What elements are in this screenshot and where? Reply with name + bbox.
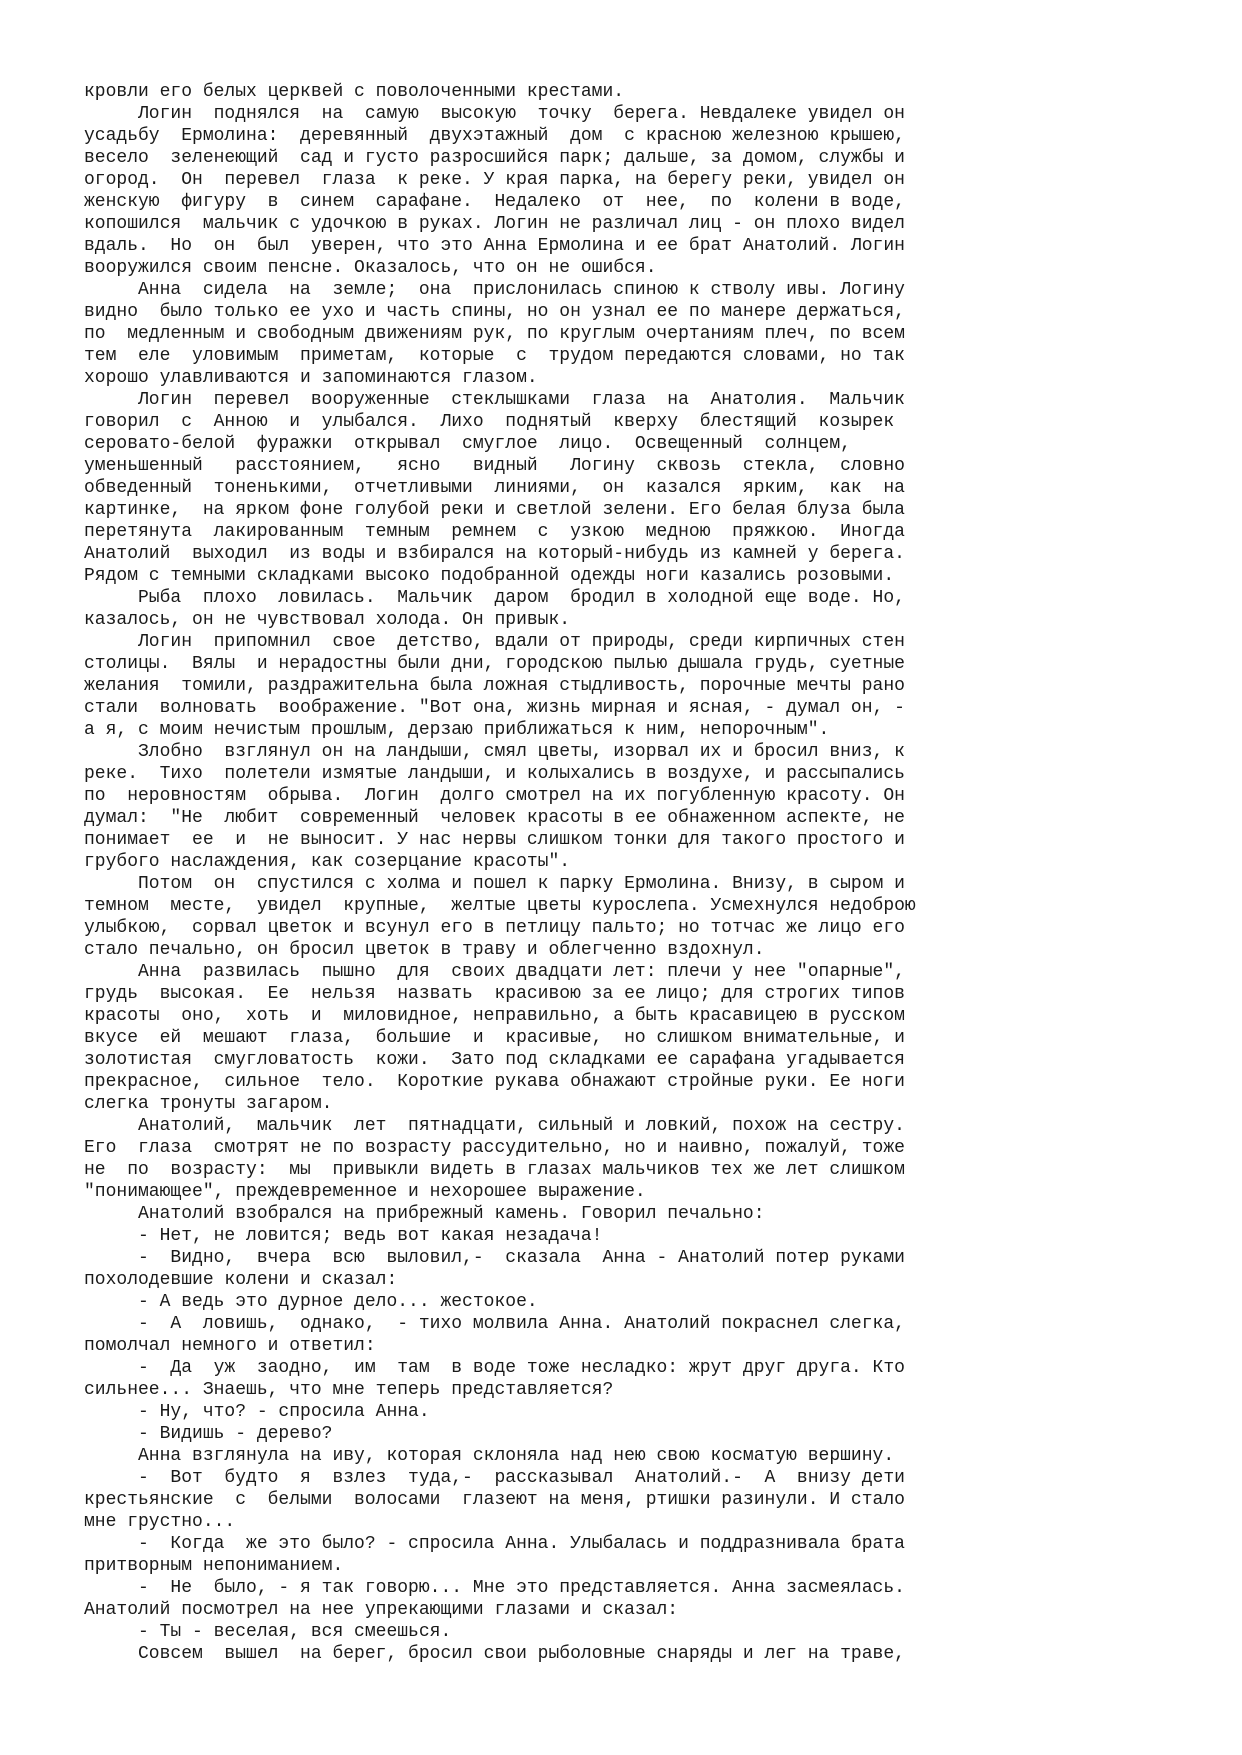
text-line: копошился мальчик с удочкою в руках. Логин не различал лиц - он плохо видел (84, 214, 905, 234)
text-line: красоты оно, хоть и миловидное, неправильно, а быть красавицею в русском (84, 1006, 905, 1026)
text-line: Логин поднялся на самую высокую точку берега. Невдалеке увидел он (84, 104, 905, 124)
text-line: по неровностям обрыва. Логин долго смотрел на их погубленную красоту. Он (84, 786, 905, 806)
text-line: реке. Тихо полетели измятые ландыши, и колыхались в воздухе, и рассыпались (84, 764, 905, 784)
text-line: "понимающее", преждевременное и нехорошее выражение. (84, 1182, 646, 1202)
text-line: - Видно, вчера всю выловил,- сказала Анна - Анатолий потер руками (84, 1248, 905, 1268)
text-line: - Когда же это было? - спросила Анна. Улыбалась и поддразнивала брата (84, 1534, 905, 1554)
text-line: улыбкою, сорвал цветок и всунул его в петлицу пальто; но тотчас же лицо его (84, 918, 905, 938)
text-line: - Видишь - дерево? (84, 1424, 333, 1444)
text-line: огород. Он перевел глаза к реке. У края парка, на берегу реки, увидел он (84, 170, 905, 190)
text-line: понимает ее и не выносит. У нас нервы слишком тонки для такого простого и (84, 830, 905, 850)
text-line: картинке, на ярком фоне голубой реки и светлой зелени. Его белая блуза была (84, 500, 905, 520)
text-line: Совсем вышел на берег, бросил свои рыболовные снаряды и лег на траве, (84, 1644, 905, 1664)
text-line: уменьшенный расстоянием, ясно видный Логину сквозь стекла, словно (84, 456, 905, 476)
text-line: - Да уж заодно, им там в воде тоже несладко: жрут друг друга. Кто (84, 1358, 905, 1378)
text-line: тем еле уловимым приметам, которые с трудом передаются словами, но так (84, 346, 905, 366)
text-line: Рядом с темными складками высоко подобранной одежды ноги казались розовыми. (84, 566, 895, 586)
text-line: кровли его белых церквей с поволоченными крестами. (84, 82, 625, 102)
text-line: Потом он спустился с холма и пошел к парку Ермолина. Внизу, в сыром и (84, 874, 905, 894)
text-line: а я, с моим нечистым прошлым, дерзаю приближаться к ним, непорочным". (84, 720, 830, 740)
text-line: Логин припомнил свое детство, вдали от природы, среди кирпичных стен (84, 632, 905, 652)
text-line: темном месте, увидел крупные, желтые цветы курослепа. Усмехнулся недоброю (84, 896, 916, 916)
text-line: похолодевшие колени и сказал: (84, 1270, 398, 1290)
text-line: по медленным и свободным движениям рук, по круглым очертаниям плеч, по всем (84, 324, 905, 344)
text-line: притворным непониманием. (84, 1556, 344, 1576)
text-line: Анатолий посмотрел на нее упрекающими глазами и сказал: (84, 1600, 679, 1620)
text-line: прекрасное, сильное тело. Короткие рукава обнажают стройные руки. Ее ноги (84, 1072, 905, 1092)
text-line: мне грустно... (84, 1512, 236, 1532)
text-line: говорил с Анною и улыбался. Лихо поднятый кверху блестящий козырек (84, 412, 895, 432)
text-line: золотистая смугловатость кожи. Зато под складками ее сарафана угадывается (84, 1050, 905, 1070)
text-line: - Нет, не ловится; ведь вот какая незадача! (84, 1226, 603, 1246)
text-line: женскую фигуру в синем сарафане. Недалеко от нее, по колени в воде, (84, 192, 905, 212)
text-line: Анатолий взобрался на прибрежный камень. Говорил печально: (84, 1204, 765, 1224)
text-line: Анна сидела на земле; она прислонилась спиною к стволу ивы. Логину (84, 280, 905, 300)
text-line: желания томили, раздражительна была ложная стыдливость, порочные мечты рано (84, 676, 905, 696)
text-line: Его глаза смотрят не по возрасту рассудительно, но и наивно, пожалуй, тоже (84, 1138, 905, 1158)
text-line: не по возрасту: мы привыкли видеть в глазах мальчиков тех же лет слишком (84, 1160, 905, 1180)
text-line: хорошо улавливаются и запоминаются глазом. (84, 368, 538, 388)
text-line: видно было только ее ухо и часть спины, но он узнал ее по манере держаться, (84, 302, 905, 322)
text-line: крестьянские с белыми волосами глазеют на меня, ртишки разинули. И стало (84, 1490, 905, 1510)
text-line: грубого наслаждения, как созерцание красоты". (84, 852, 571, 872)
text-line: сильнее... Знаешь, что мне теперь представляется? (84, 1380, 614, 1400)
text-line: столицы. Вялы и нерадостны были дни, городскою пылью дышала грудь, суетные (84, 654, 905, 674)
text-line: вдаль. Но он был уверен, что это Анна Ермолина и ее брат Анатолий. Логин (84, 236, 905, 256)
text-line: Анатолий выходил из воды и взбирался на который-нибудь из камней у берега. (84, 544, 905, 564)
text-line: казалось, он не чувствовал холода. Он привык. (84, 610, 571, 630)
text-line: помолчал немного и ответил: (84, 1336, 376, 1356)
text-line: Анна взглянула на иву, которая склоняла над нею свою косматую вершину. (84, 1446, 895, 1466)
text-line: стало печально, он бросил цветок в траву и облегченно вздохнул. (84, 940, 765, 960)
text-line: Рыба плохо ловилась. Мальчик даром бродил в холодной еще воде. Но, (84, 588, 905, 608)
text-line: грудь высокая. Ее нельзя назвать красивою за ее лицо; для строгих типов (84, 984, 905, 1004)
text-line: Логин перевел вооруженные стеклышками глаза на Анатолия. Мальчик (84, 390, 905, 410)
text-line: усадьбу Ермолина: деревянный двухэтажный дом с красною железною крышею, (84, 126, 905, 146)
text-line: вкусе ей мешают глаза, большие и красивые, но слишком внимательные, и (84, 1028, 905, 1048)
text-line: думал: "Не любит современный человек красоты в ее обнаженном аспекте, не (84, 808, 905, 828)
text-line: перетянута лакированным темным ремнем с узкою медною пряжкою. Иногда (84, 522, 905, 542)
text-line: Анна развилась пышно для своих двадцати лет: плечи у нее "опарные", (84, 962, 905, 982)
text-line: - Вот будто я взлез туда,- рассказывал Анатолий.- А внизу дети (84, 1468, 905, 1488)
text-line: - Ты - веселая, вся смеешься. (84, 1622, 452, 1642)
text-line: - Не было, - я так говорю... Мне это представляется. Анна засмеялась. (84, 1578, 905, 1598)
text-line: слегка тронуты загаром. (84, 1094, 333, 1114)
text-line: обведенный тоненькими, отчетливыми линиями, он казался ярким, как на (84, 478, 905, 498)
text-line: - А ловишь, однако, - тихо молвила Анна. Анатолий покраснел слегка, (84, 1314, 905, 1334)
text-line: серовато-белой фуражки открывал смуглое лицо. Освещенный солнцем, (84, 434, 851, 454)
text-line: Анатолий, мальчик лет пятнадцати, сильный и ловкий, похож на сестру. (84, 1116, 905, 1136)
text-line: вооружился своим пенсне. Оказалось, что он не ошибся. (84, 258, 657, 278)
document-page (84, 81, 1159, 1665)
text-line: - Ну, что? - спросила Анна. (84, 1402, 430, 1422)
text-line: стали волновать воображение. "Вот она, жизнь мирная и ясная, - думал он, - (84, 698, 905, 718)
text-line: Злобно взглянул он на ландыши, смял цветы, изорвал их и бросил вниз, к (84, 742, 905, 762)
text-line: - А ведь это дурное дело... жестокое. (84, 1292, 538, 1312)
text-line: весело зеленеющий сад и густо разросшийся парк; дальше, за домом, службы и (84, 148, 905, 168)
